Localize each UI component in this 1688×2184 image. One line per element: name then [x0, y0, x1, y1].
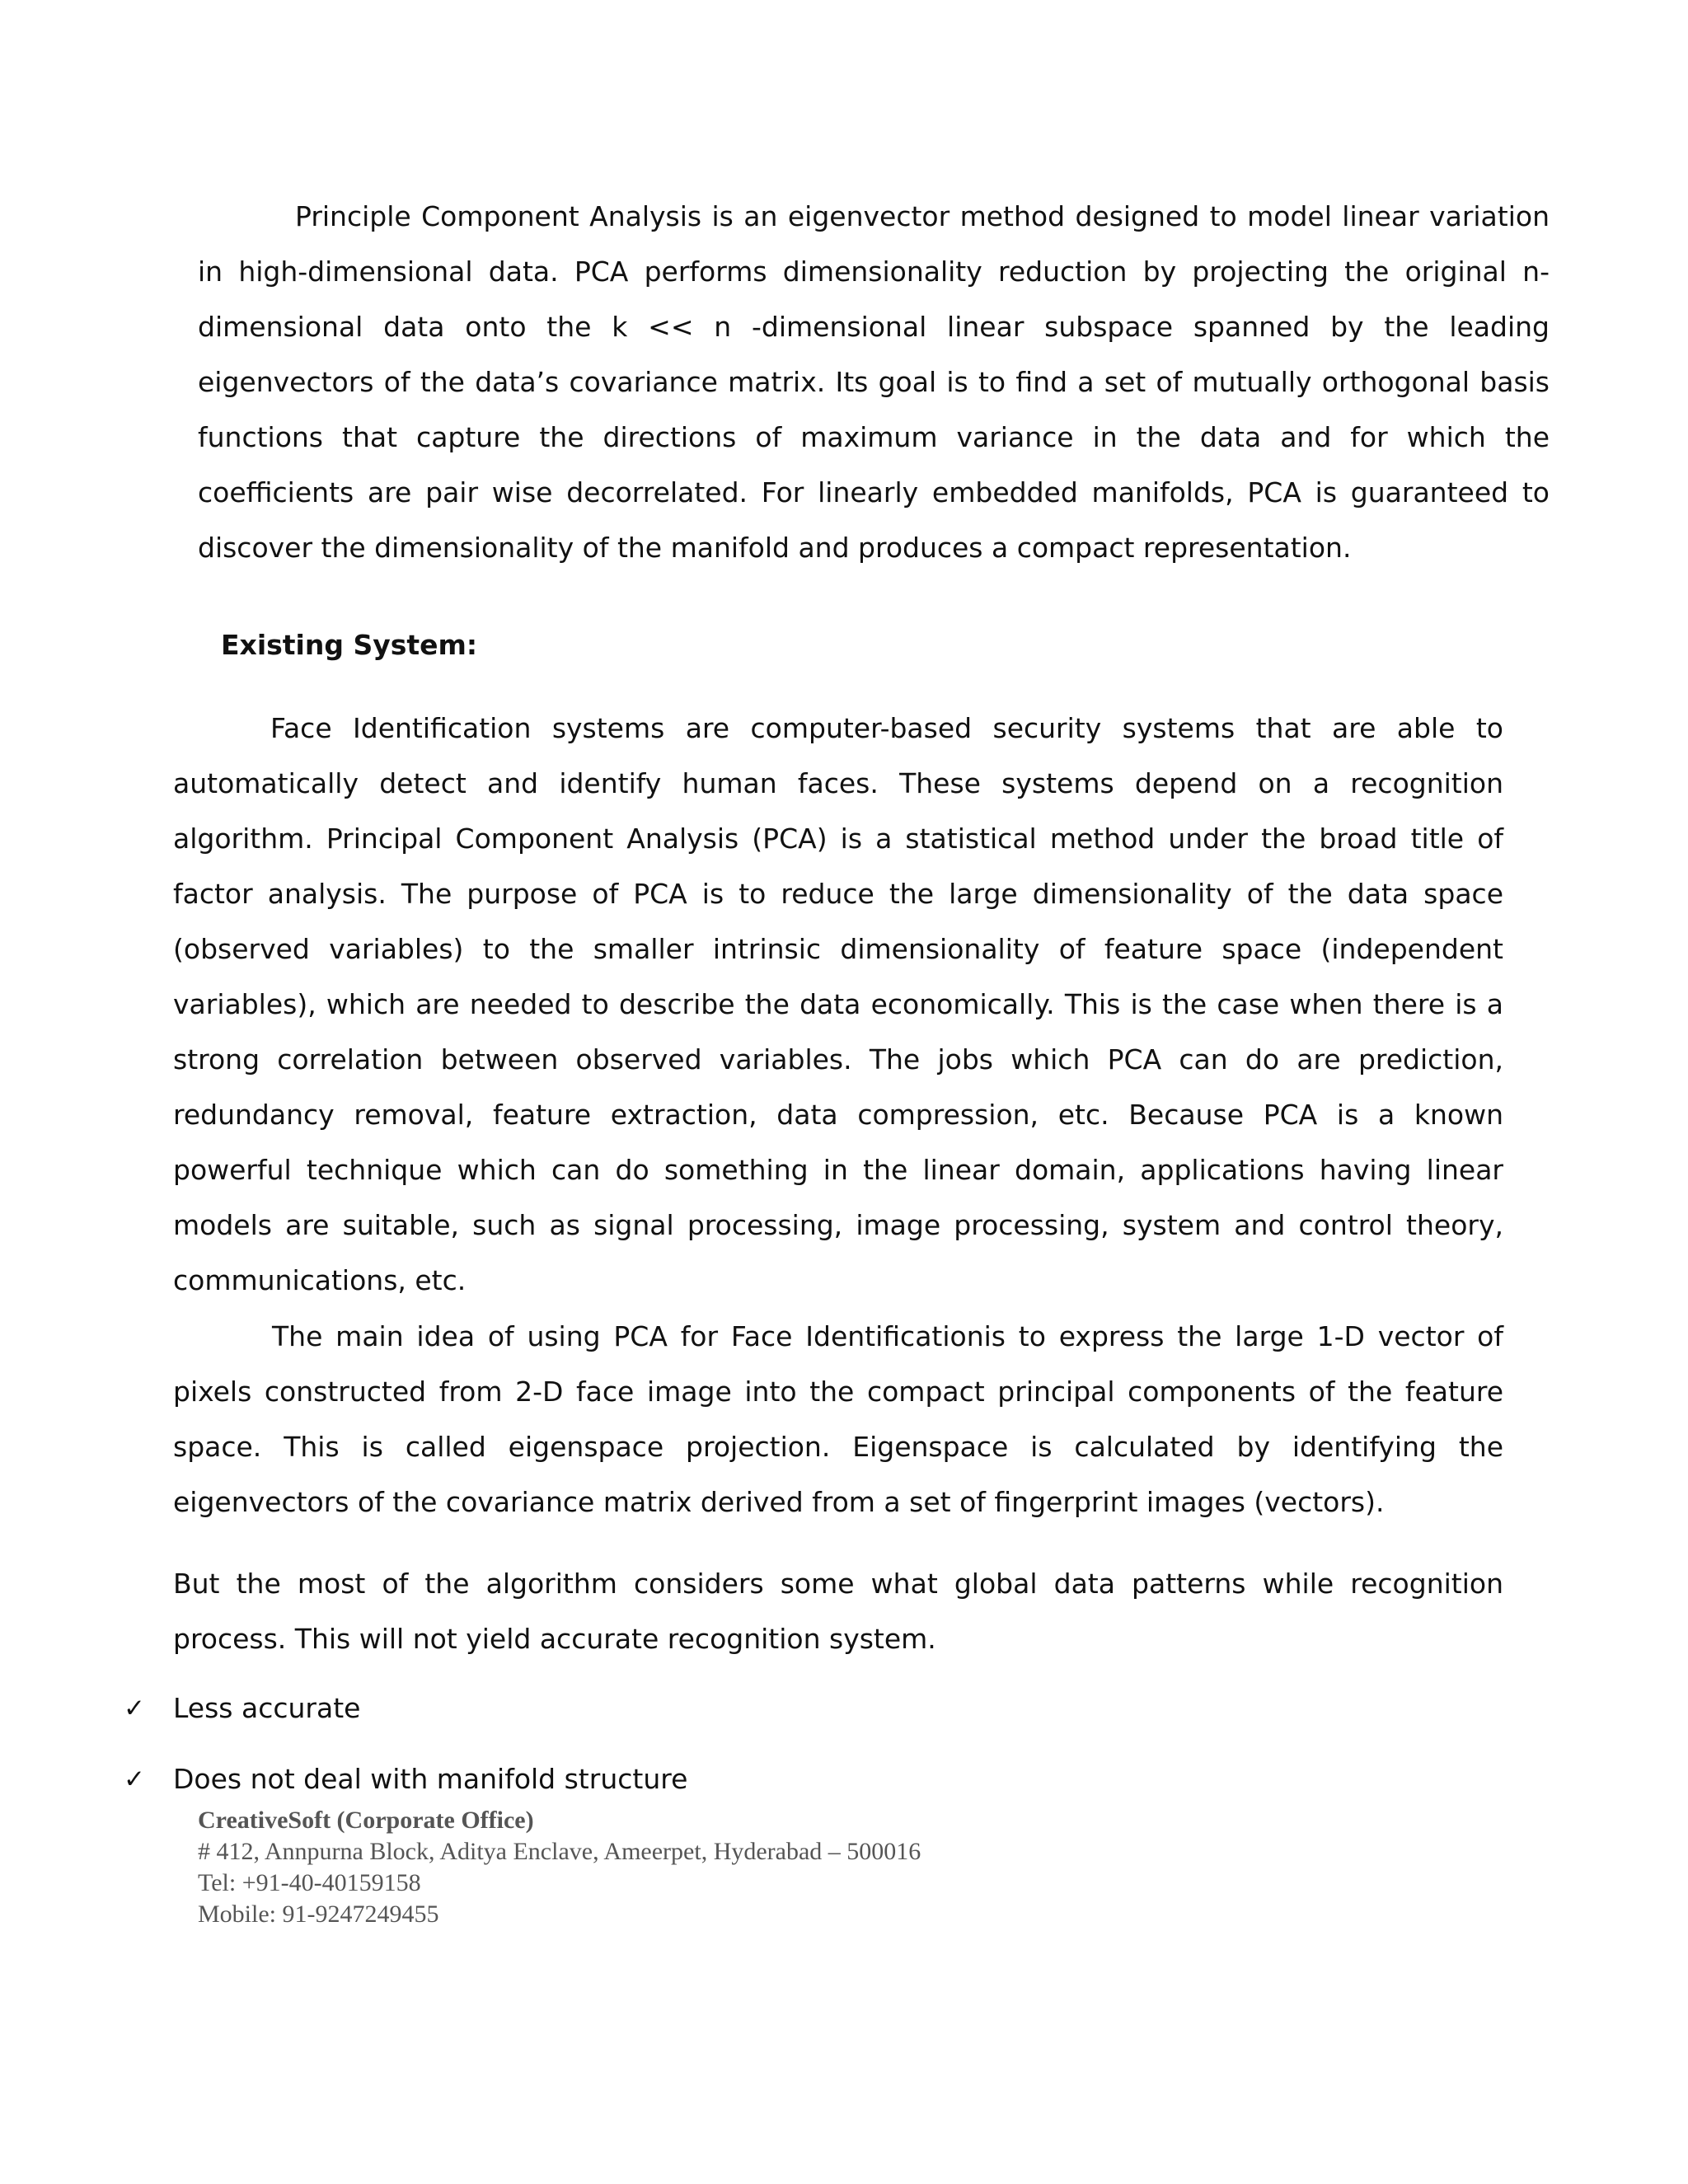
pca-intro-paragraph: Principle Component Analysis is an eigenvector method designed to model linear variation in high-dimensional data. PCA performs dimensionality reduction by projecting the original n-dimensional data onto the k << n -dimensional linear subspace spanned by the leading eigenvectors of the data’s covariance matrix. Its goal is to find a set of mutually orthogonal basis functions that capture the directions of maximum variance in the data and for which the coefficients are pair wise decorrelated. For linearly embedded manifolds, PCA is guaranteed to discover the dimensionality of the manifold and produces a compact representation. — [198, 200, 1550, 564]
footer-tel: Tel: +91-40-40159158 — [198, 1869, 421, 1896]
list-item-text: Less accurate — [173, 1692, 361, 1724]
global-patterns-paragraph: But the most of the algorithm considers some what global data patterns while recognition process. This will not yield accurate recognition system. — [173, 1568, 1503, 1655]
existing-system-heading: Existing System: — [221, 629, 478, 661]
list-item — [124, 1688, 687, 1759]
existing-system-paragraph: Face Identification systems are computer-based security systems that are able to automatically detect and identify human faces. These systems depend on a recognition algorithm. Principal Component Analysis (PCA) is a statistical method under the broad title of factor analysis. The purpose of PCA is to reduce the large dimensionality of the data space (observed variables) to the smaller intrinsic dimensionality of feature space (independent variables), which are needed to describe the data economically. This is the case when there is a strong correlation between observed variables. The jobs which PCA can do are prediction, redundancy removal, feature extraction, data compression, etc. Because PCA is a known powerful technique which can do something in the linear domain, applications having linear models are suitable, such as signal processing, image processing, system and control theory, communications, etc. — [173, 712, 1503, 1296]
checkmark-icon: ✓ — [124, 1694, 145, 1723]
main-idea-paragraph: The main idea of using PCA for Face Identificationis to express the large 1-D vector of pixels constructed from 2-D face image into the compact principal components of the feature space. This is called eigenspace projection. Eigenspace is calculated by identifying the eigenvectors of the covariance matrix derived from a set of fingerprint images (vectors). — [173, 1320, 1503, 1518]
footer-address: # 412, Annpurna Block, Aditya Enclave, Ameerpet, Hyderabad – 500016 — [198, 1838, 921, 1865]
footer-company: CreativeSoft (Corporate Office) — [198, 1807, 534, 1834]
footer-mobile: Mobile: 91-9247249455 — [198, 1900, 439, 1928]
checkmark-icon: ✓ — [124, 1765, 145, 1794]
list-item-text: Does not deal with manifold structure — [173, 1763, 688, 1795]
footer-contact — [198, 1805, 921, 1930]
